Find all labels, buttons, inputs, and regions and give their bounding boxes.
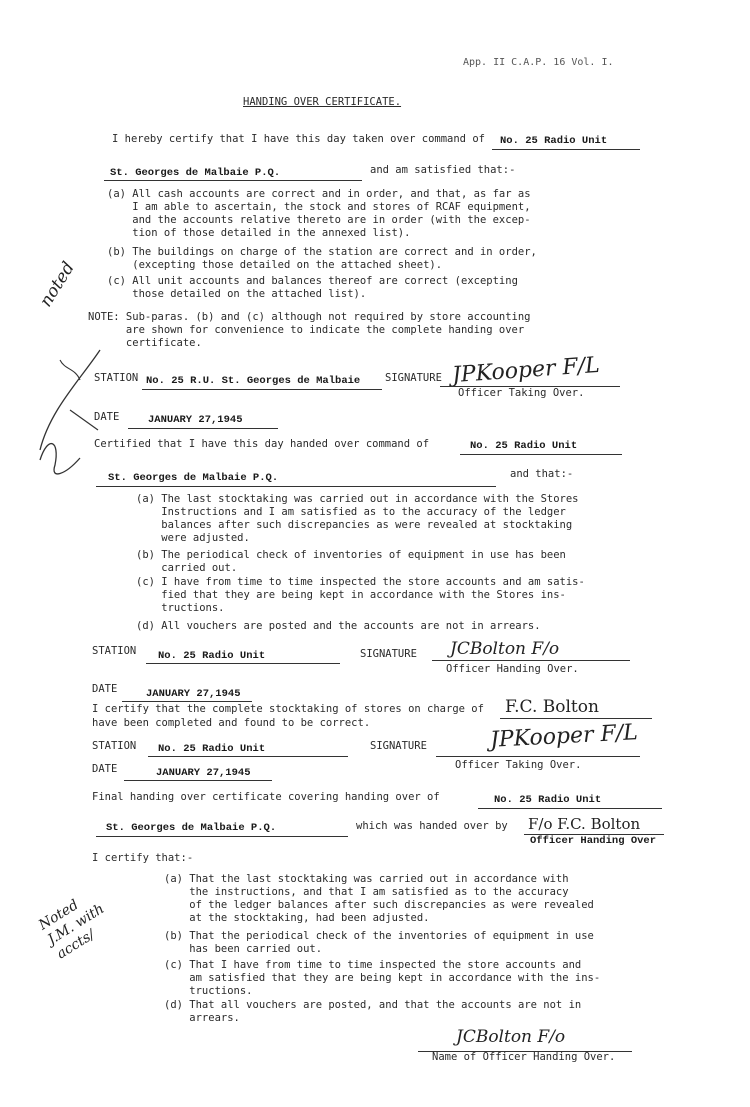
s2-date-line [122,701,252,702]
s4-item-a: (a) That the last stocktaking was carried out in accordance with the instructions, and that I am satisfied as to the accuracy of the ledger balances after such discrepancies as were revealed at the stocktaking, had been adjusted. [164,873,594,924]
s2-item-c: (c) I have from time to time inspected the store accounts and am satis- fied that they are being kept in accordance with the Stores ins- tructions. [136,576,585,614]
s4-location-line [96,836,348,837]
s2-signature: JCBolton F/o [450,639,560,659]
s1-signature-caption: Officer Taking Over. [458,387,585,399]
s3-line2: have been completed and found to be correct. [92,717,371,729]
s1-station-label: STATION [94,372,139,384]
margin-note-accounts: Noted J.M. with accts/ [36,896,108,963]
s4-unit-value: No. 25 Radio Unit [494,794,602,806]
s1-date-value: JANUARY 27,1945 [148,414,243,426]
s3-name: F.C. Bolton [505,697,599,717]
s1-date-line [128,428,278,429]
s2-date-value: JANUARY 27,1945 [146,688,241,700]
s4-item-d: (d) That all vouchers are posted, and that the accounts are not in arrears. [164,999,582,1024]
s4-officer: F/o F.C. Bolton [528,815,641,833]
s4-handed-by: which was handed over by [356,820,508,832]
s3-station-label: STATION [92,740,137,752]
s3-date-label: DATE [92,763,118,775]
s2-item-b: (b) The periodical check of inventories of equipment in use has been carried out. [136,549,566,574]
s4-item-b: (b) That the periodical check of the inventories of equipment in use has been carried out. [164,930,594,955]
s1-unit-line [492,149,640,150]
s3-signature: JPKooper F/L [489,720,639,753]
s1-satisfied-text: and am satisfied that:- [370,164,516,176]
s3-date-line [124,780,272,781]
s3-signature-line [436,756,640,757]
s1-location-value: St. Georges de Malbaie P.Q. [110,167,281,179]
s2-station-label: STATION [92,645,137,657]
s2-unit-value: No. 25 Radio Unit [470,440,578,452]
s2-intro: Certified that I have this day handed over command of [94,438,430,450]
margin-note-noted: noted [36,258,79,311]
s3-name-line [500,718,652,719]
margin-scribble [20,340,120,500]
s1-station-line [142,389,382,390]
s3-date-value: JANUARY 27,1945 [156,767,251,779]
s1-signature: JPKooper F/L [451,352,601,389]
margin-scribble-stroke-3 [70,410,98,430]
s1-item-b: (b) The buildings on charge of the station are correct and in order, (excepting those detailed on the attached sheet). [107,246,537,271]
s4-location-value: St. Georges de Malbaie P.Q. [106,822,277,834]
s3-station-value: No. 25 Radio Unit [158,743,266,755]
s1-item-a: (a) All cash accounts are correct and in order, and that, as far as I am able to ascertain, the stock and stores of RCAF equipment, and the accounts relative thereto are in order (with the excep- tion of those detailed in the annexed list). [107,188,531,239]
s2-and-that: and that:- [510,468,574,480]
s4-intro: Final handing over certificate covering handing over of [92,791,440,803]
s4-signature-caption: Name of Officer Handing Over. [432,1051,616,1063]
s4-item-c: (c) That I have from time to time inspected the store accounts and am satisfied that they are being kept in accordance with the ins- tructions. [164,959,601,997]
margin-scribble-stroke-2 [40,444,80,474]
s1-note: NOTE: Sub-paras. (b) and (c) although not required by store accounting are shown for convenience to indicate the complete handing over certificate. [88,311,531,349]
s3-line1: I certify that the complete stocktaking of stores on charge of [92,703,484,715]
margin-scribble-stroke-4 [60,360,80,380]
s1-signature-label: SIGNATURE [385,372,442,384]
document-reference: App. II C.A.P. 16 Vol. I. [463,57,614,68]
s3-signature-caption: Officer Taking Over. [455,759,582,771]
s2-location-line [96,486,496,487]
s1-date-label: DATE [94,411,120,423]
s2-station-value: No. 25 Radio Unit [158,650,266,662]
s2-signature-line [432,660,630,661]
s4-certify: I certify that:- [92,852,194,864]
s4-signature: JCBolton F/o [456,1027,566,1047]
s2-unit-line [460,454,622,455]
s2-item-d: (d) All vouchers are posted and the accounts are not in arrears. [136,620,541,632]
s2-date-label: DATE [92,683,118,695]
s1-item-c: (c) All unit accounts and balances thereof are correct (excepting those detailed on the attached list). [107,275,518,300]
s1-location-line [104,180,362,181]
s4-unit-line [478,808,662,809]
s2-location-value: St. Georges de Malbaie P.Q. [108,472,279,484]
s2-signature-caption: Officer Handing Over. [446,663,579,675]
s1-station-value: No. 25 R.U. St. Georges de Malbaie [146,375,361,387]
s2-item-a: (a) The last stocktaking was carried out in accordance with the Stores Instructions and I am satisfied as to the accuracy of the ledger balances after such discrepancies as were revealed at stocktaking were adjusted. [136,493,579,544]
margin-scribble-stroke-1 [40,350,100,450]
s2-signature-label: SIGNATURE [360,648,417,660]
s4-officer-caption: Officer Handing Over [530,835,657,847]
s1-intro: I hereby certify that I have this day taken over command of [112,133,485,145]
s3-signature-label: SIGNATURE [370,740,427,752]
s2-station-line [146,663,340,664]
page-title: HANDING OVER CERTIFICATE. [243,96,402,108]
s1-unit-value: No. 25 Radio Unit [500,135,608,147]
s3-station-line [148,756,348,757]
